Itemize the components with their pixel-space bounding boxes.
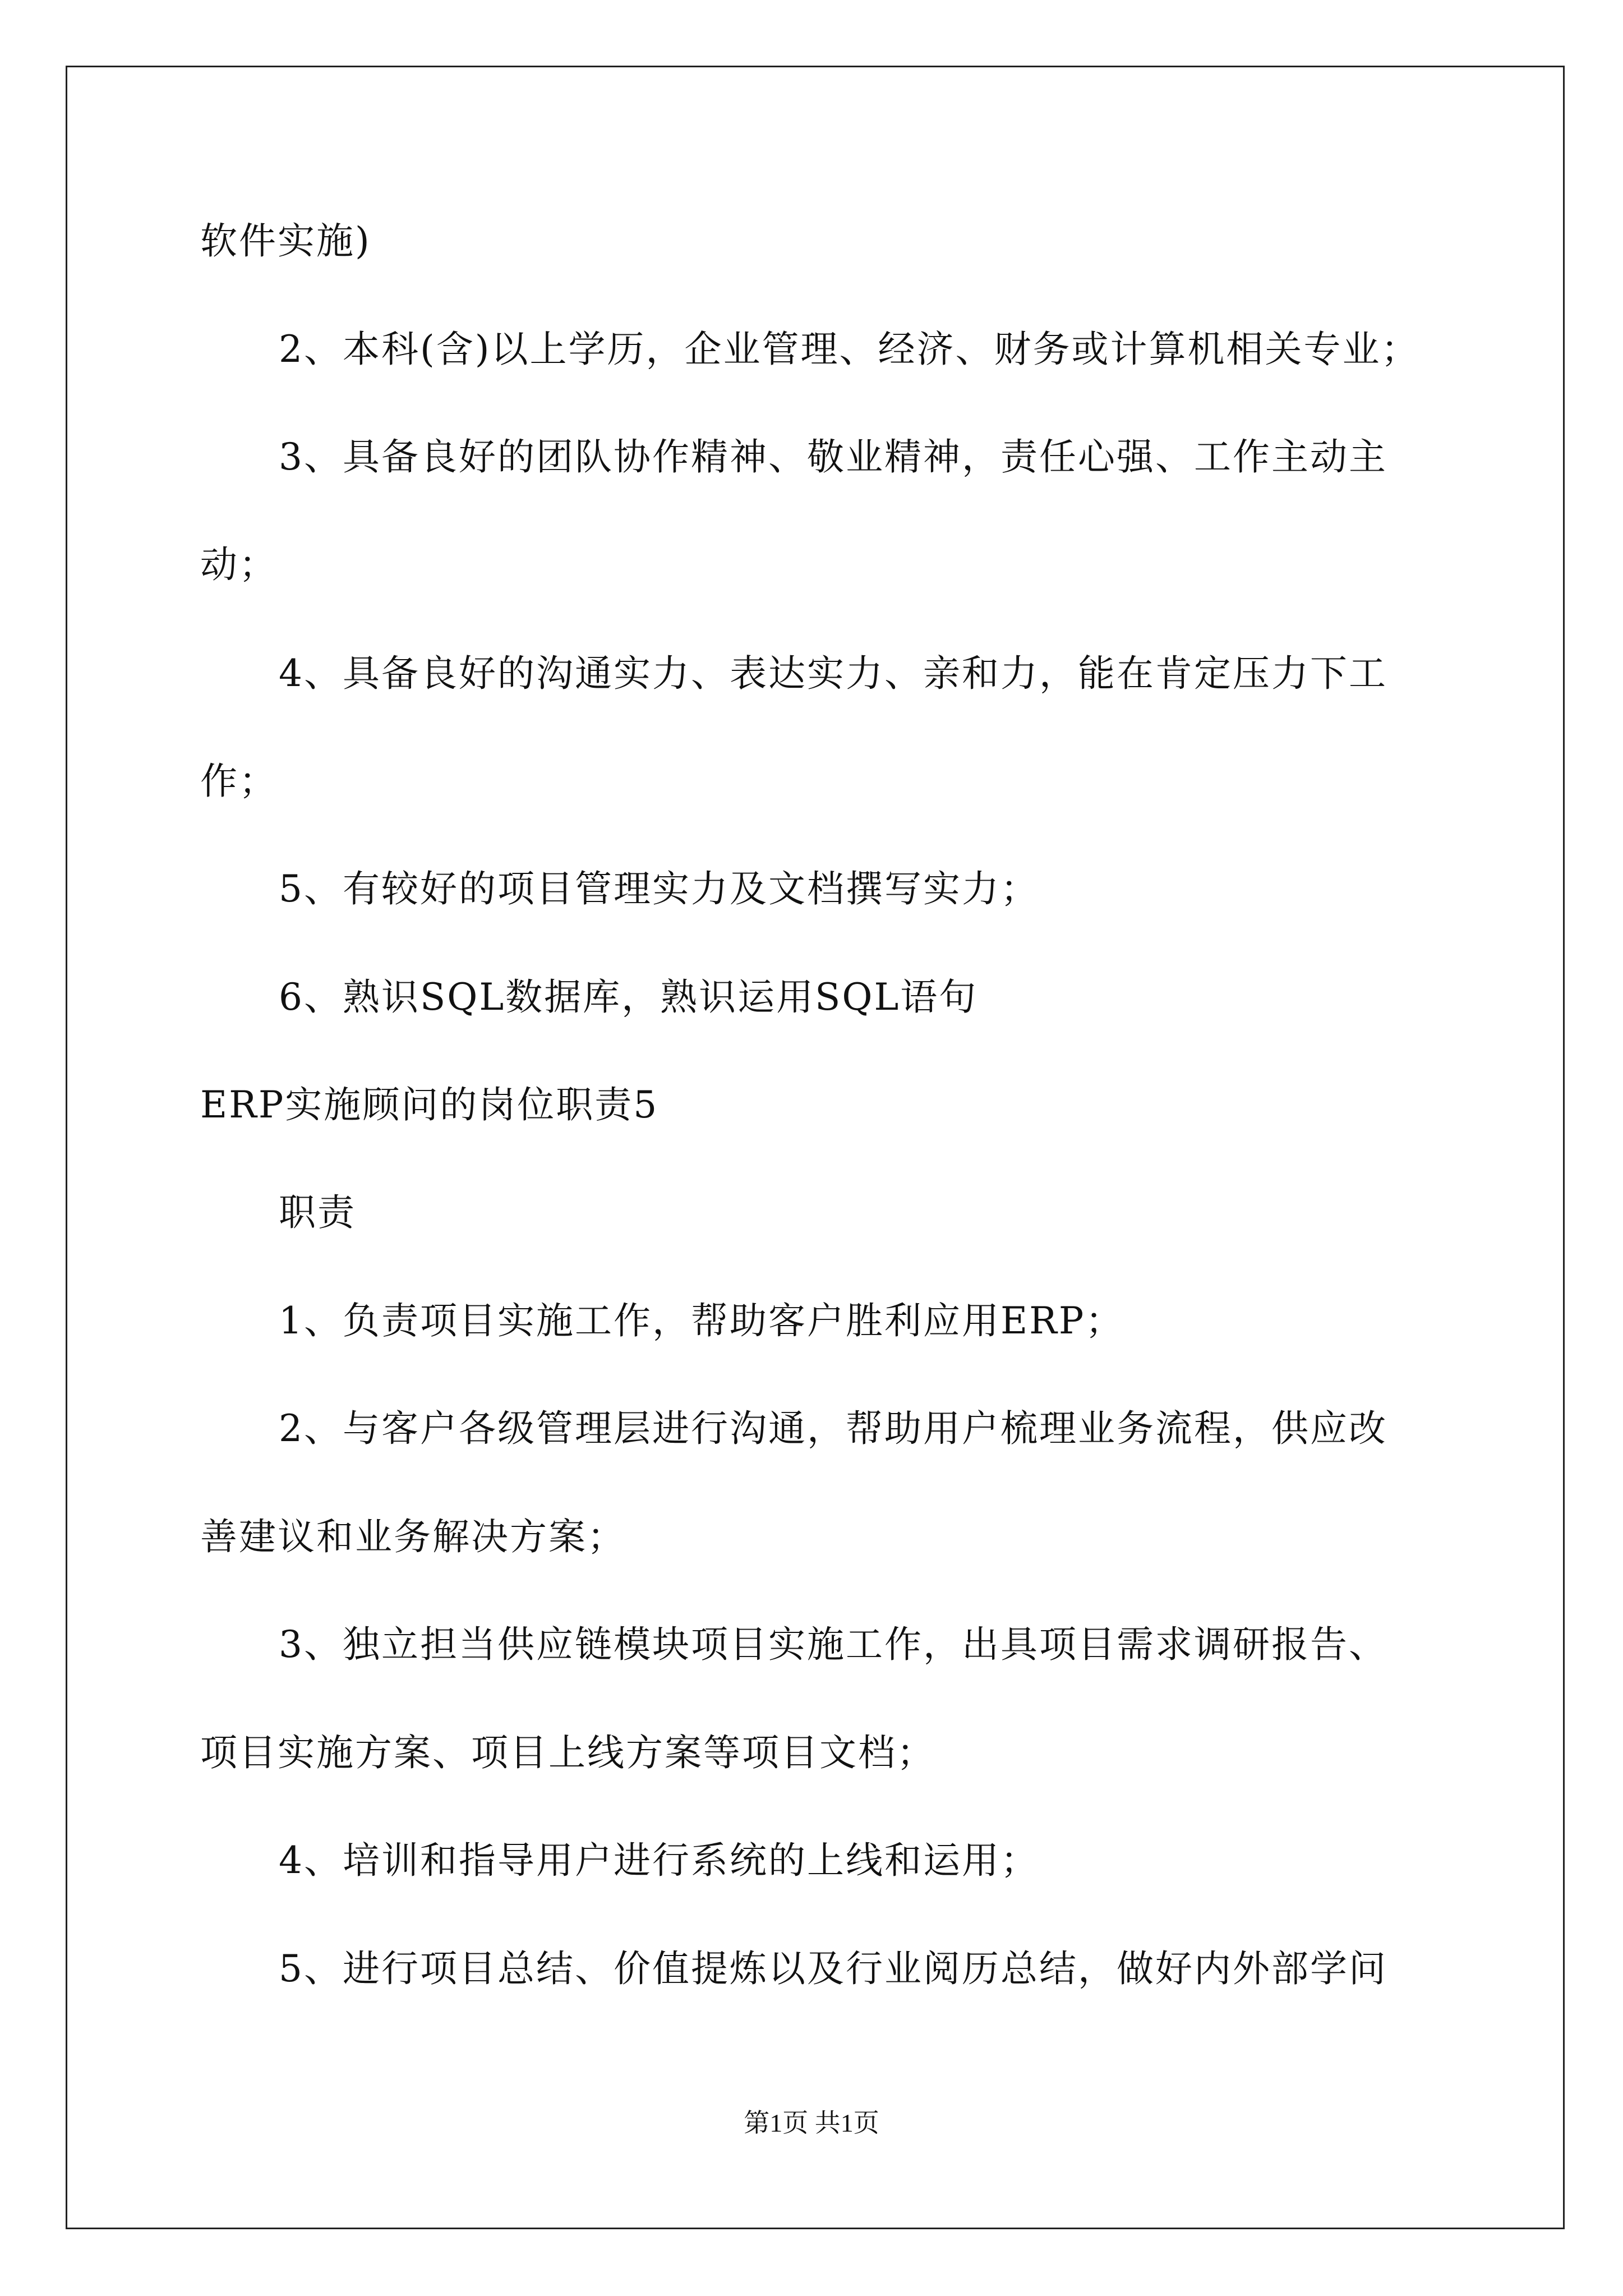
page-frame: [66, 66, 1565, 2229]
text-line: 1、负责项目实施工作，帮助客户胜利应用ERP；: [279, 1299, 1124, 1342]
section-heading: ERP实施顾问的岗位职责5: [200, 1083, 659, 1126]
text-line: 善建议和业务解决方案；: [200, 1515, 626, 1558]
page-number-footer: 第1页 共1页: [744, 2109, 879, 2137]
subsection-heading: 职责: [279, 1191, 356, 1234]
text-line: 动；: [200, 543, 278, 586]
text-line: 5、有较好的项目管理实力及文档撰写实力；: [279, 867, 1039, 910]
text-line: 2、与客户各级管理层进行沟通，帮助用户梳理业务流程，供应改: [279, 1407, 1387, 1450]
text-line: 6、熟识SQL数据库，熟识运用SQL语句: [279, 976, 978, 1019]
text-line: 5、进行项目总结、价值提炼以及行业阅历总结，做好内外部学问: [279, 1947, 1387, 1990]
text-line: 作；: [200, 760, 278, 803]
text-line: 3、具备良好的团队协作精神、敬业精神，责任心强、工作主动主: [279, 435, 1387, 478]
text-line: 4、培训和指导用户进行系统的上线和运用；: [279, 1839, 1039, 1882]
text-line: 项目实施方案、项目上线方案等项目文档；: [200, 1731, 935, 1774]
text-line: 2、本科(含)以上学历，企业管理、经济、财务或计算机相关专业；: [279, 328, 1420, 371]
text-line: 4、具备良好的沟通实力、表达实力、亲和力，能在肯定压力下工: [279, 652, 1387, 695]
text-line: 软件实施): [200, 219, 371, 263]
text-line: 3、独立担当供应链模块项目实施工作，出具项目需求调研报告、: [279, 1623, 1387, 1666]
